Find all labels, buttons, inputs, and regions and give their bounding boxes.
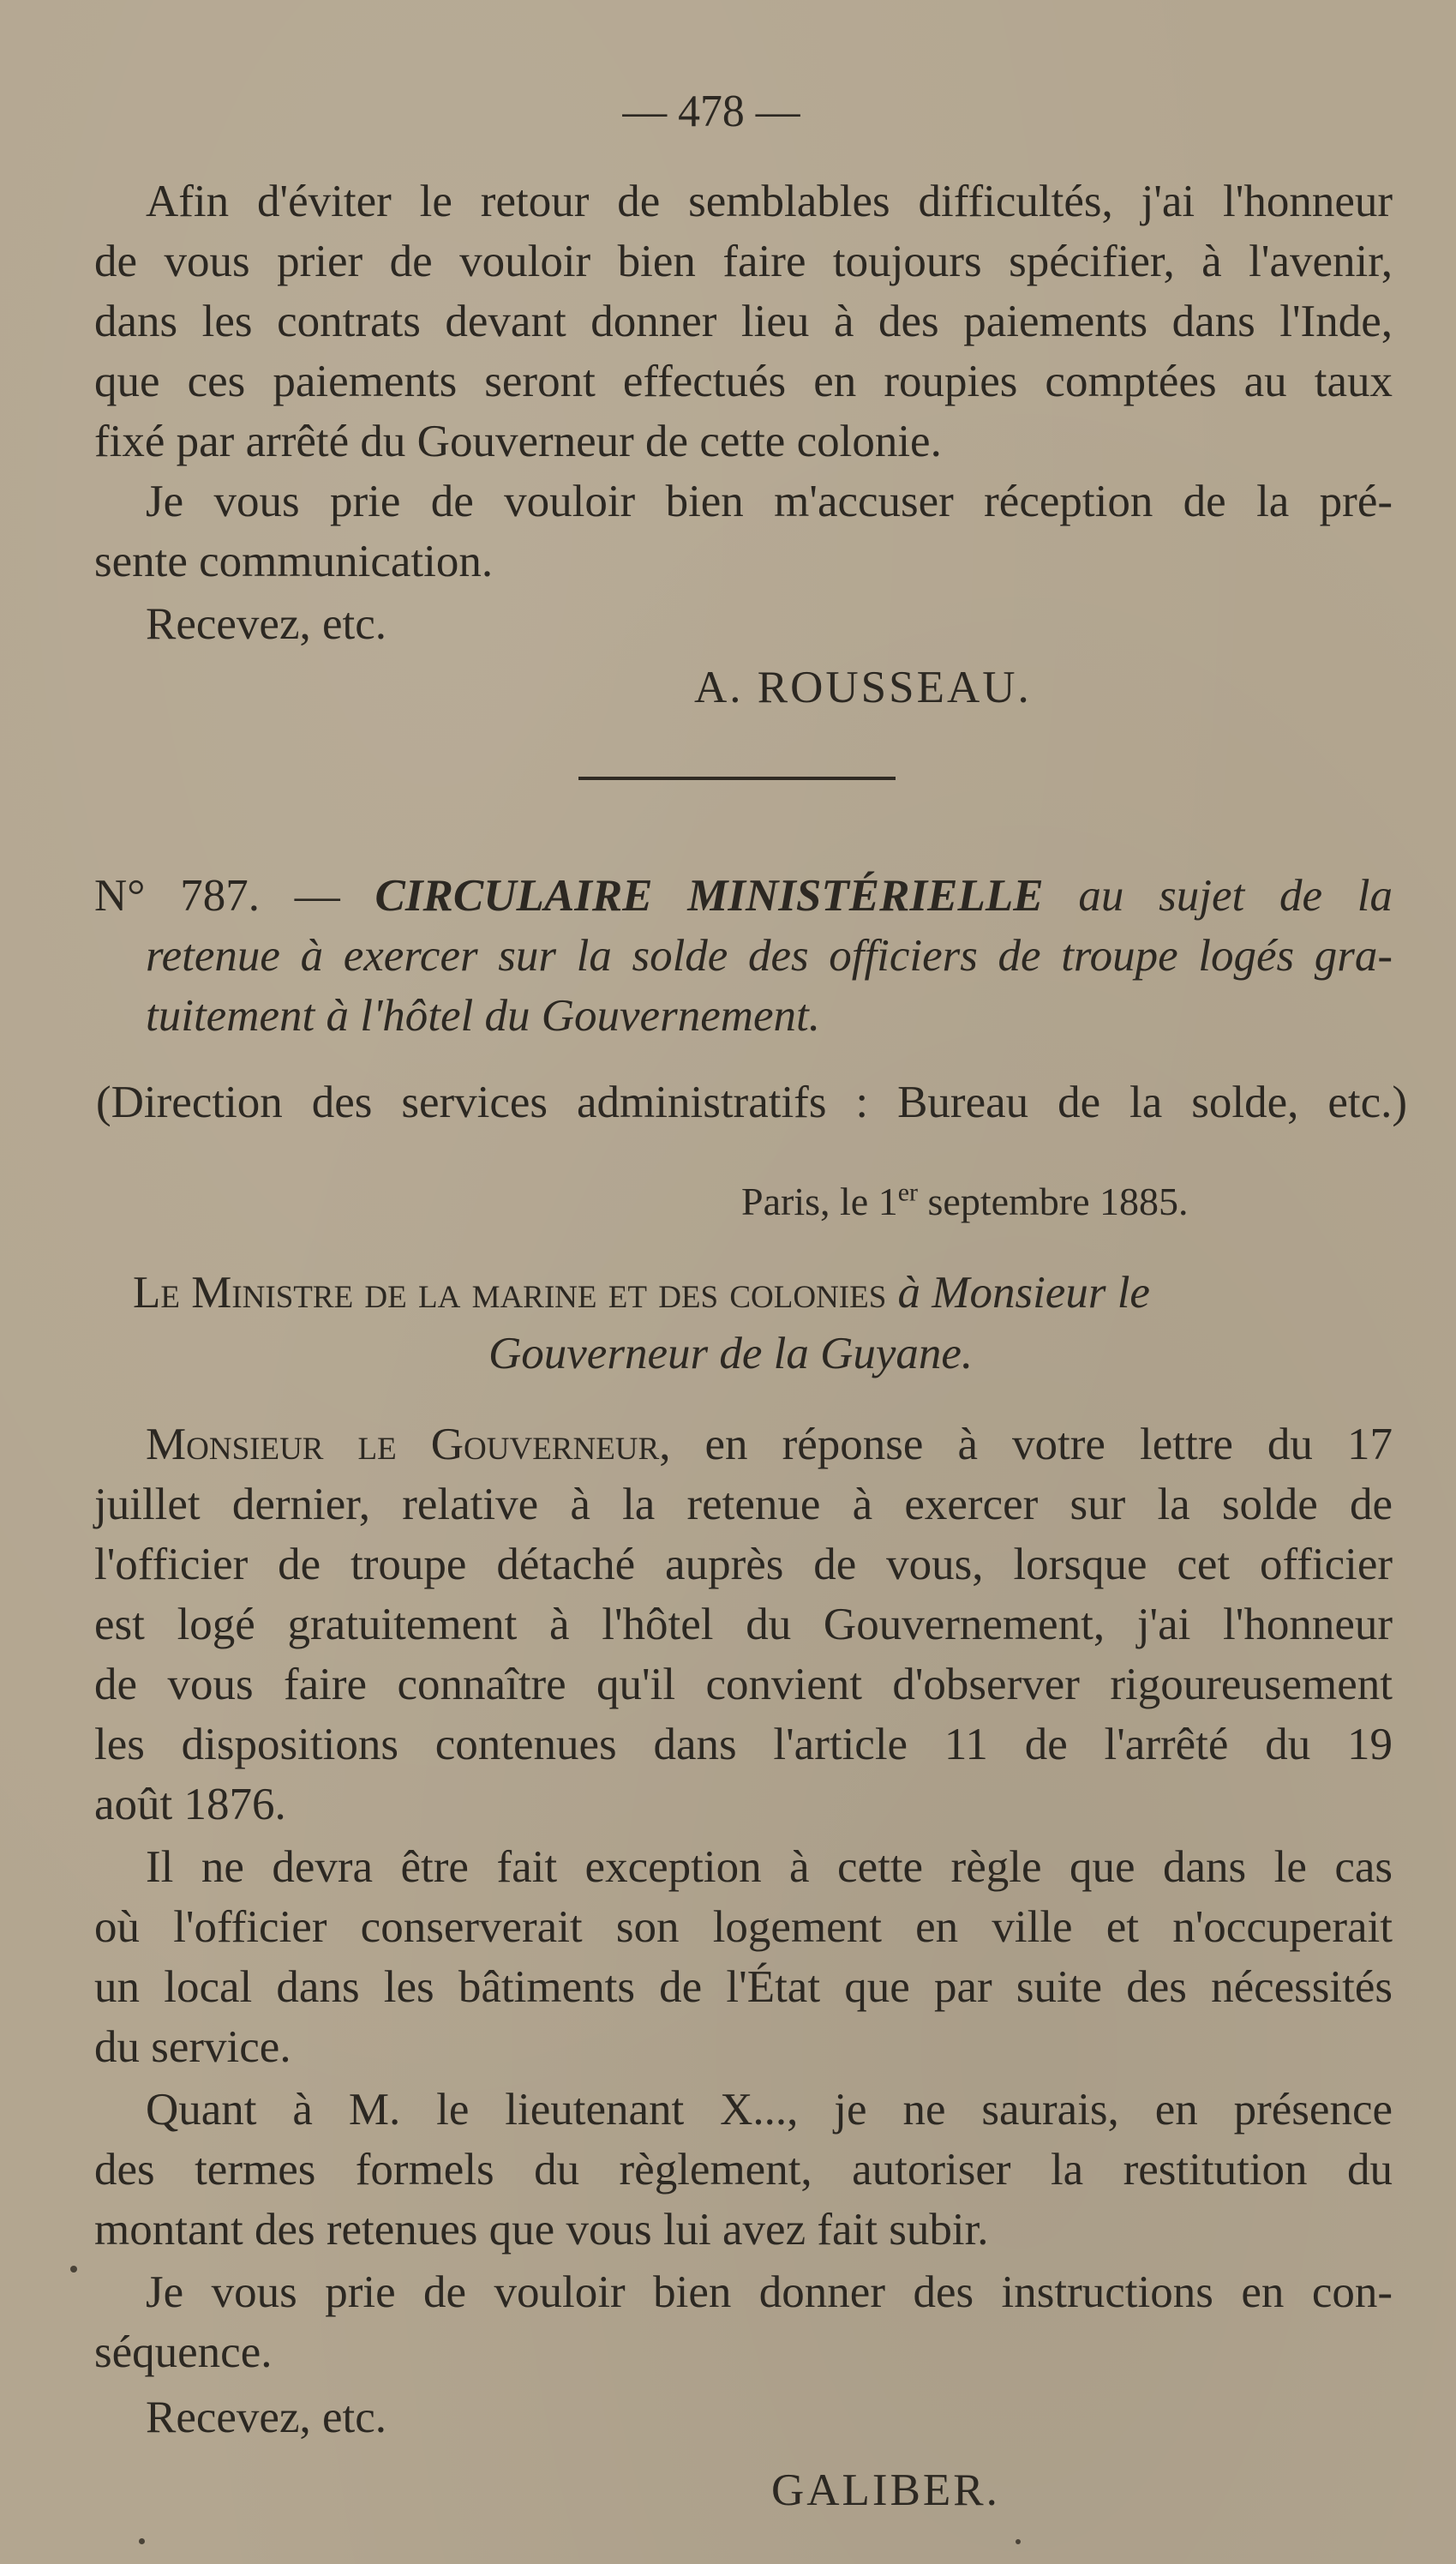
paragraph-line: les dispositions contenues dans l'article 11 de l'arrêté du 19 <box>94 1720 1393 1769</box>
paragraph-line: juillet dernier, relative à la retenue à exercer sur la solde de <box>94 1480 1393 1529</box>
direction-line: (Direction des services administratifs : Bureau de la solde, etc.) <box>96 1078 1407 1127</box>
closing-line: Recevez, etc. <box>146 2393 386 2442</box>
paragraph-line: Je vous prie de vouloir bien donner des instructions en con- <box>146 2267 1393 2317</box>
salutation-line <box>146 1419 1393 1470</box>
paragraph-line: de vous faire connaître qu'il convient d'observer rigoureusement <box>94 1660 1393 1709</box>
paragraph-line: sente communication. <box>94 537 494 586</box>
print-speck <box>70 2266 77 2273</box>
address-minister: Le Ministre de la marine et des colonies <box>133 1268 887 1318</box>
circular-number: N° 787. — <box>94 871 375 921</box>
paragraph-line: montant des retenues que vous lui avez fait subir. <box>94 2205 989 2255</box>
paragraph-line: août 1876. <box>94 1780 286 1829</box>
closing-line: Recevez, etc. <box>146 599 386 649</box>
paragraph-line: fixé par arrêté du Gouverneur de cette colonie. <box>94 417 942 466</box>
circular-heading-line-2: retenue à exercer sur la solde des officiers de troupe logés gra- <box>146 931 1393 981</box>
paragraph-line: Quant à M. le lieutenant X..., je ne saurais, en présence <box>146 2085 1393 2135</box>
section-divider <box>578 777 896 780</box>
paragraph-line: un local dans les bâtiments de l'État que par suite des nécessités <box>94 1962 1393 2012</box>
date-suffix: septembre 1885. <box>918 1180 1189 1223</box>
print-speck <box>1016 2539 1021 2544</box>
address-line-2: Gouverneur de la Guyane. <box>488 1329 974 1378</box>
paragraph-line: séquence. <box>94 2327 273 2377</box>
signature-rousseau: A. ROUSSEAU. <box>694 663 1032 712</box>
paragraph-line: où l'officier conserverait son logement en ville et n'occuperait <box>94 1902 1393 1952</box>
paragraph-line: l'officier de troupe détaché auprès de vous, lorsque cet officier <box>94 1540 1393 1589</box>
paragraph-line: du service. <box>94 2022 291 2072</box>
paragraph-line: des termes formels du règlement, autoriser la restitution du <box>94 2145 1393 2195</box>
address-recipient: à Monsieur le <box>886 1268 1150 1318</box>
paragraph-line: Il ne devra être fait exception à cette règle que dans le cas <box>146 1842 1393 1892</box>
date-prefix: Paris, le 1 <box>741 1180 898 1223</box>
paragraph-line: Je vous prie de vouloir bien m'accuser réception de la pré- <box>146 477 1393 526</box>
salutation: Monsieur le Gouverneur, <box>146 1420 671 1469</box>
address-line-1 <box>133 1267 1150 1318</box>
circular-heading-line-3: tuitement à l'hôtel du Gouvernement. <box>146 991 821 1041</box>
paragraph-line: est logé gratuitement à l'hôtel du Gouvernement, j'ai l'honneur <box>94 1600 1393 1649</box>
circular-heading-line-1 <box>94 870 1393 922</box>
date-line <box>741 1176 1189 1228</box>
paragraph-line: Afin d'éviter le retour de semblables difficultés, j'ai l'honneur <box>146 177 1393 226</box>
circular-title-rest: au sujet de la <box>1043 871 1393 921</box>
circular-title: CIRCULAIRE MINISTÉRIELLE <box>374 871 1044 921</box>
paragraph-line: dans les contrats devant donner lieu à des paiements dans l'Inde, <box>94 297 1393 346</box>
print-speck <box>139 2538 145 2544</box>
paragraph-line: que ces paiements seront effectués en roupies comptées au taux <box>94 357 1393 406</box>
date-superscript: er <box>897 1178 919 1207</box>
page-number: — 478 — <box>622 87 800 136</box>
salutation-rest: en réponse à votre lettre du 17 <box>670 1420 1393 1469</box>
paragraph-line: de vous prier de vouloir bien faire toujours spécifier, à l'avenir, <box>94 237 1393 286</box>
signature-galiber: GALIBER. <box>771 2465 1000 2515</box>
